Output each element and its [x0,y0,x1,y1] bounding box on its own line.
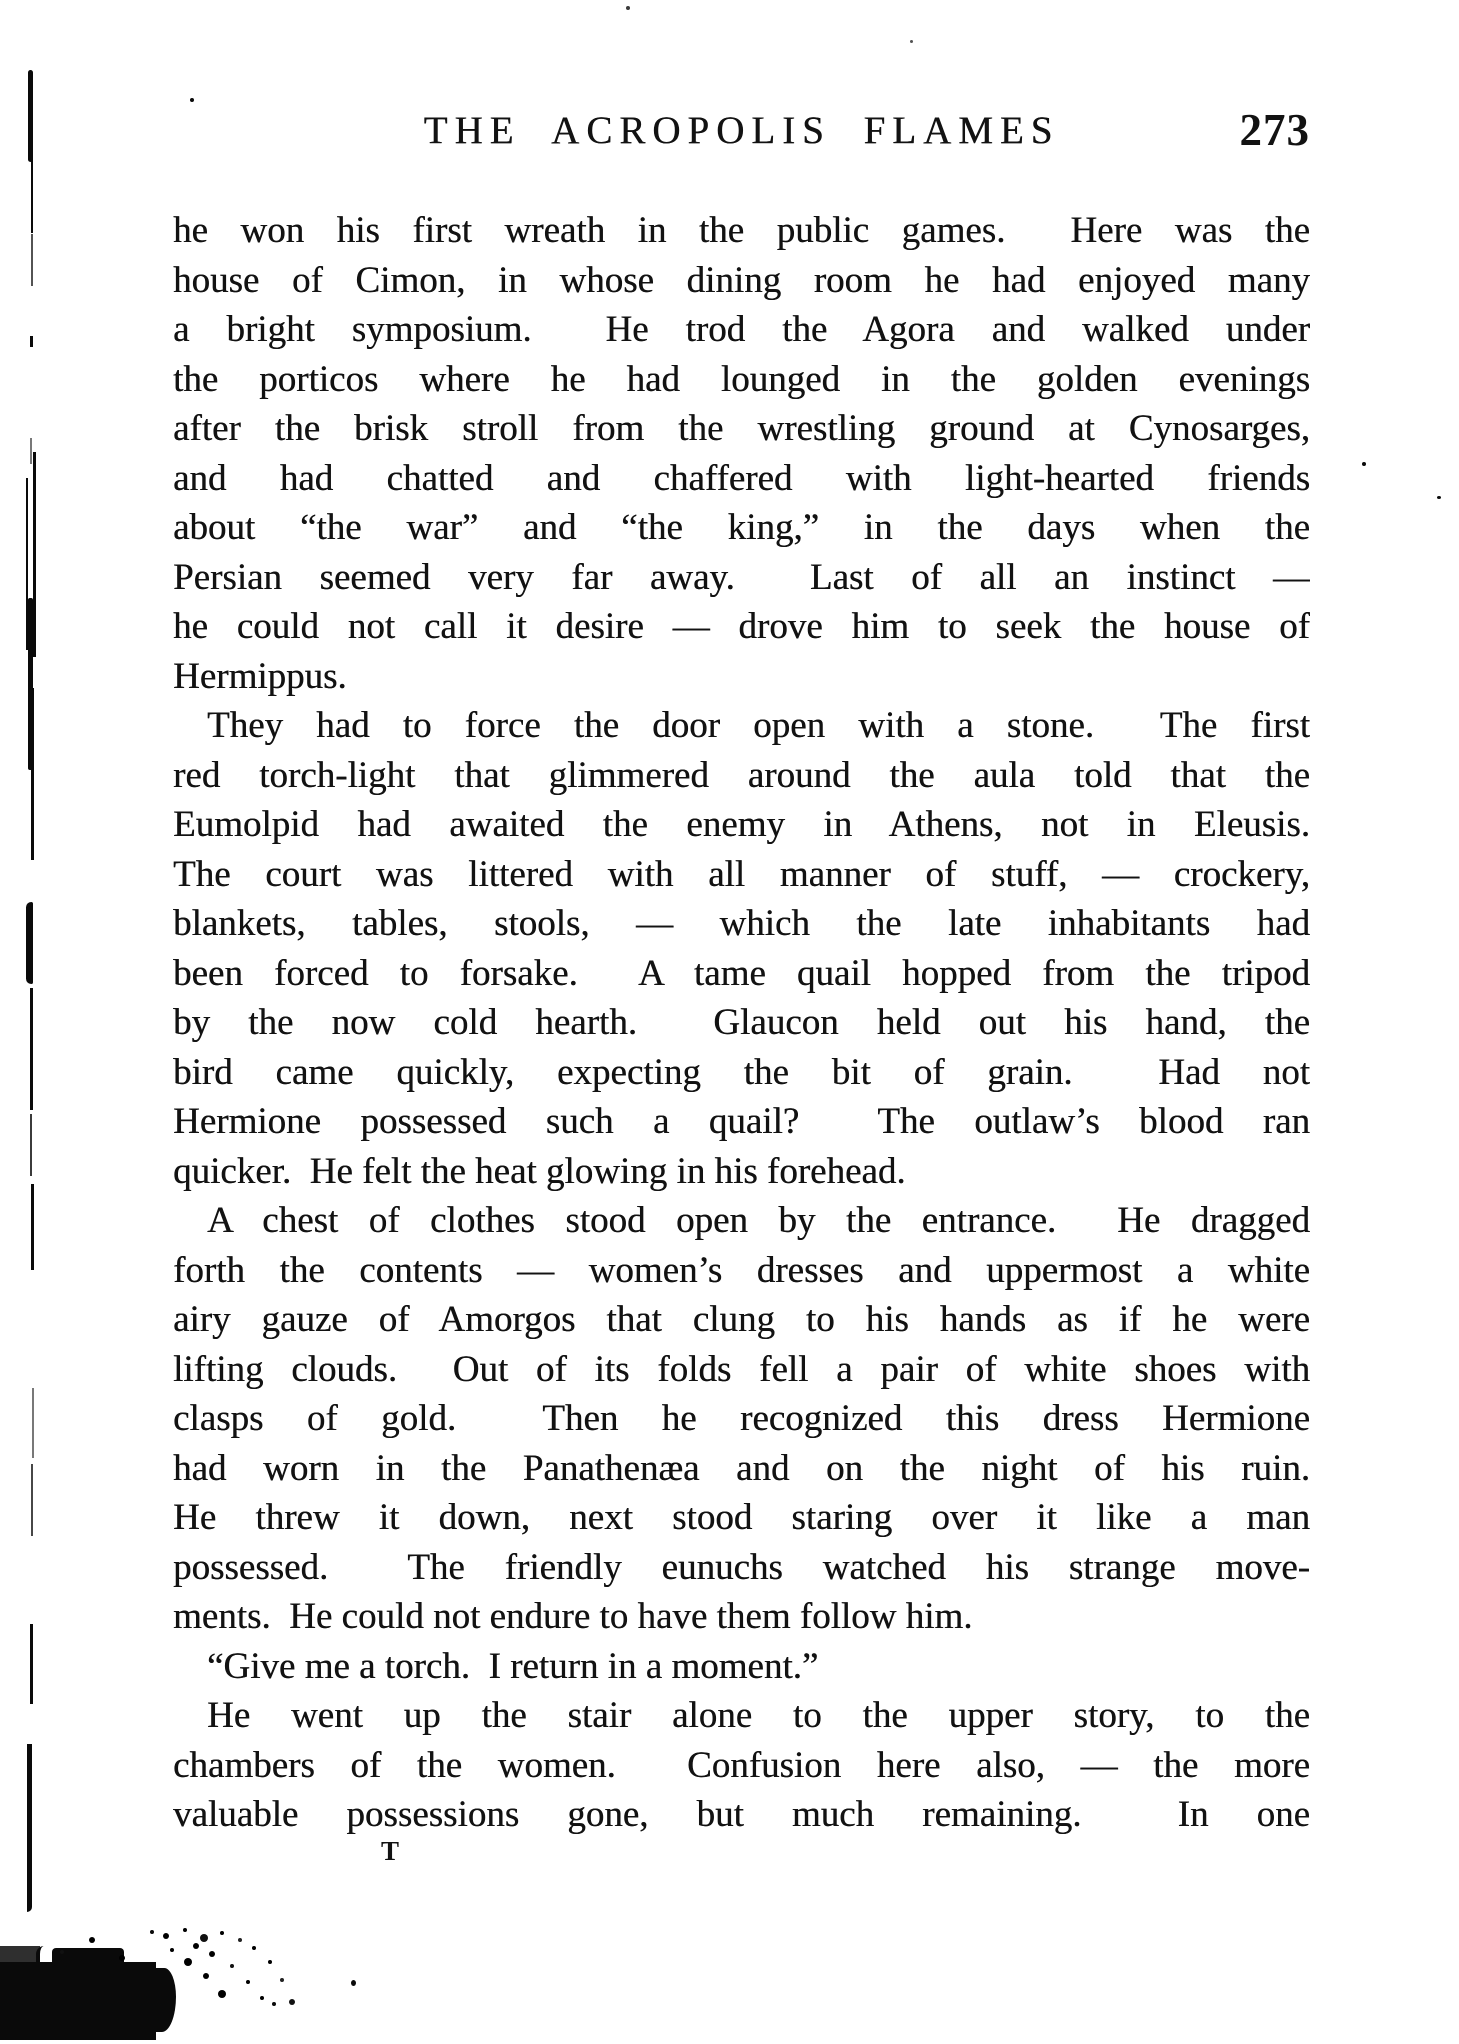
text-line: “Give me a torch. I return in a moment.” [207,1645,819,1687]
scan-speck [626,6,630,10]
binding-mark [31,1184,34,1270]
ink-blot [52,1948,124,1966]
text-line: They had to force the door open with a stone. The first [207,705,1310,746]
paragraph [173,1642,1310,1692]
text-line: been forced to forsake. A tame quail hopped from the tripod [173,952,1310,994]
ink-blot [0,1962,156,2040]
text-line: The court was littered with all manner of stuff, — crockery, [173,853,1310,895]
paragraph [173,206,1310,701]
paragraph [173,1691,1310,1840]
text-line: blankets, tables, stools, — which the late inhabitants had [173,903,1310,944]
text-block [173,206,1310,1840]
text-line: quicker. He felt the heat glowing in his forehead. [173,1150,906,1192]
ink-blot [150,1968,176,2032]
scan-speck [272,2002,276,2006]
text-line: he could not call it desire — drove him to seek the house of [173,606,1310,647]
text-line: about “the war” and “the king,” in the days when the [173,507,1310,548]
text-line: by the now cold hearth. Glaucon held out his hand, the [173,1002,1310,1043]
paragraph [173,701,1310,1196]
binding-mark [28,70,33,162]
scan-speck [190,98,194,102]
scan-speck [1437,496,1441,499]
text-line: had worn in the Panathenæa and on the night of his ruin. [173,1447,1310,1489]
text-line: He went up the stair alone to the upper story, to the [207,1695,1310,1736]
text-line: bird came quickly, expecting the bit of grain. Had not [173,1051,1310,1093]
page-header [173,105,1310,160]
text-line: airy gauze of Amorgos that clung to his hands as if he were [173,1299,1310,1340]
text-line: and had chatted and chaffered with light-hearted friends [173,457,1310,499]
ink-blot [0,1946,40,1966]
binding-mark [31,158,33,233]
text-line: lifting clouds. Out of its folds fell a pair of white shoes with [173,1348,1310,1390]
text-line: forth the contents — women’s dresses and uppermost a white [173,1249,1310,1291]
text-line: valuable possessions gone, but much remaining. In one [173,1794,1310,1835]
binding-mark [31,1464,33,1536]
text-line: Hermippus. [173,655,347,697]
printers-signature-mark: T [381,1836,400,1866]
text-line: Persian seemed very far away. Last of all an instinct — [173,556,1310,598]
scan-speck [351,1980,356,1986]
binding-mark [30,438,32,464]
paragraph [173,1196,1310,1642]
text-line: red torch-light that glimmered around the aula told that the [173,754,1310,796]
text-line: Hermione possessed such a quail? The outlaw’s blood ran [173,1101,1310,1142]
binding-mark [33,452,36,657]
binding-mark [31,234,33,286]
page-number: 273 [1239,105,1310,155]
text-line: a bright symposium. He trod the Agora and walked under [173,309,1310,350]
binding-mark [30,336,33,347]
text-line: after the brisk stroll from the wrestling ground at Cynosarges, [173,408,1310,449]
text-line: He threw it down, next stood staring over it like a man [173,1497,1310,1538]
binding-mark [30,988,33,1110]
text-line: ments. He could not endure to have them follow him. [173,1596,973,1637]
text-line: clasps of gold. Then he recognized this dress Hermione [173,1398,1310,1439]
text-line: chambers of the women. Confusion here also, — the more [173,1744,1310,1786]
binding-mark [26,902,33,984]
binding-mark [30,1624,33,1704]
binding-mark [30,1114,32,1176]
binding-mark [31,688,34,860]
scan-speck [910,40,913,43]
scan-speck [1362,462,1366,466]
text-line: A chest of clothes stood open by the entrance. He dragged [207,1200,1310,1241]
running-title: THE ACROPOLIS FLAMES [423,109,1060,152]
binding-mark [27,1744,32,1912]
binding-mark [32,1388,34,1458]
text-line: he won his first wreath in the public games. Here was the [173,210,1310,251]
ink-speckles [150,1930,154,1934]
text-line: house of Cimon, in whose dining room he had enjoyed many [173,259,1310,301]
text-line: the porticos where he had lounged in the golden evenings [173,358,1310,400]
text-line: Eumolpid had awaited the enemy in Athens, not in Eleusis. [173,804,1310,845]
text-line: possessed. The friendly eunuchs watched his strange move- [173,1546,1310,1588]
